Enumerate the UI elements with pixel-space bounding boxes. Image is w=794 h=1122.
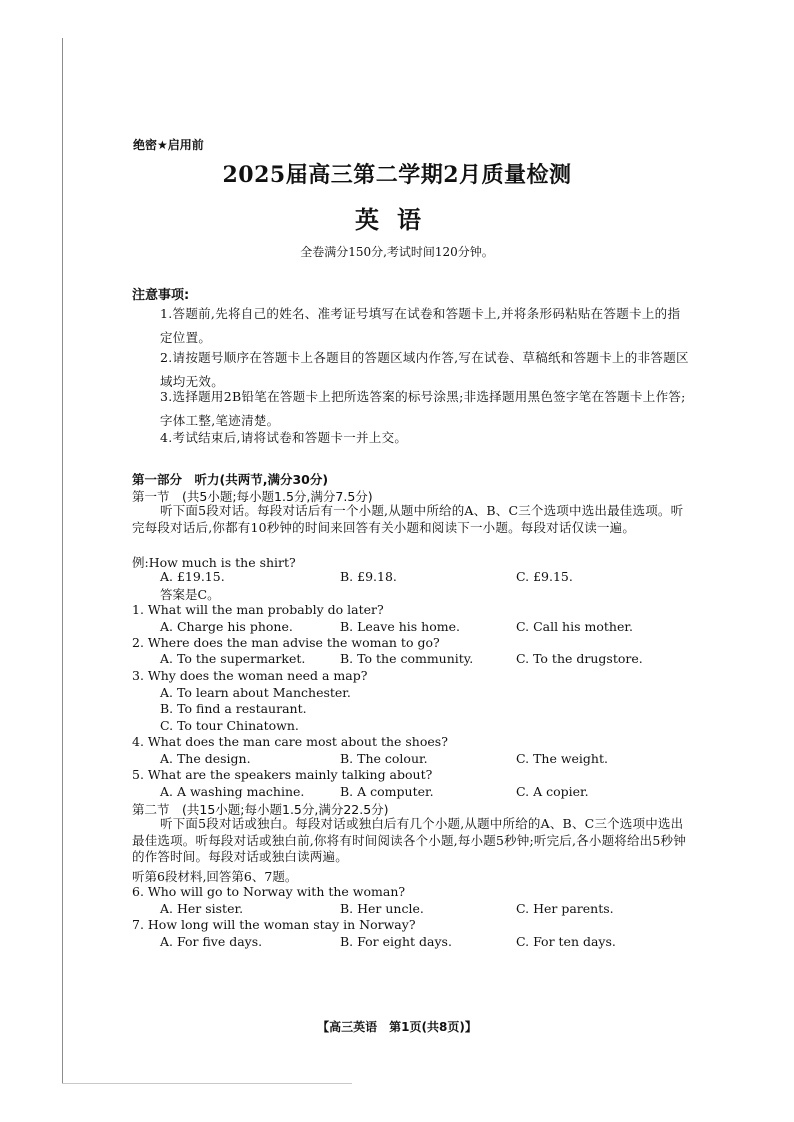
question-4-option-a[interactable]: A. The design.	[160, 751, 251, 766]
question-6-option-b[interactable]: B. Her uncle.	[340, 901, 424, 916]
material-6-label: 听第6段材料,回答第6、7题。	[132, 869, 298, 884]
question-1: 1. What will the man probably do later?	[132, 602, 384, 617]
question-5-option-c[interactable]: C. A copier.	[516, 784, 589, 799]
note-item: 3.选择题用2B铅笔在答题卡上把所选答案的标号涂黑;非选择题用黑色签字笔在答题卡上作答;字体工整,笔迹清楚。	[160, 389, 686, 428]
exam-title: 2025届高三第二学期2月质量检测	[222, 162, 572, 188]
page-footer: 【高三英语 第1页(共8页)】	[317, 1020, 477, 1034]
question-7-option-a[interactable]: A. For five days.	[160, 934, 263, 949]
question-2: 2. Where does the man advise the woman to go?	[132, 635, 440, 650]
section-one-instructions: 听下面5段对话。每段对话后有一个小题,从题中所给的A、B、C三个选项中选出最佳选项。听完每段对话后,你都有10秒钟的时间来回答有关小题和阅读下一小题。每段对话仅读一遍。	[132, 503, 684, 535]
question-2-option-c[interactable]: C. To the drugstore.	[516, 651, 643, 666]
question-3-option-b[interactable]: B. To find a restaurant.	[160, 701, 307, 716]
example-option-c: C. £9.15.	[516, 569, 573, 584]
question-4: 4. What does the man care most about the shoes?	[132, 734, 448, 749]
question-3-option-c[interactable]: C. To tour Chinatown.	[160, 718, 299, 733]
example-question: 例:How much is the shirt?	[132, 555, 296, 570]
question-6-option-c[interactable]: C. Her parents.	[516, 901, 614, 916]
note-item: 4.考试结束后,请将试卷和答题卡一并上交。	[160, 430, 408, 445]
example-option-b: B. £9.18.	[340, 569, 397, 584]
question-4-option-c[interactable]: C. The weight.	[516, 751, 608, 766]
section-two-instructions: 听下面5段对话或独白。每段对话或独白后有几个小题,从题中所给的A、B、C三个选项中选出最佳选项。听每段对话或独白前,你将有时间阅读各个小题,每小题5秒钟;听完后,各小题将给出5秒钟的作答时间。每段对话或独白读两遍。	[132, 816, 686, 864]
question-5: 5. What are the speakers mainly talking about?	[132, 767, 433, 782]
question-2-option-a[interactable]: A. To the supermarket.	[160, 651, 306, 666]
question-7-option-b[interactable]: B. For eight days.	[340, 934, 452, 949]
question-1-option-a[interactable]: A. Charge his phone.	[160, 619, 293, 634]
example-option-a: A. £19.15.	[160, 569, 225, 584]
part-one-title: 第一部分 听力(共两节,满分30分)	[132, 472, 329, 487]
section-one-title: 第一节 (共5小题;每小题1.5分,满分7.5分)	[132, 489, 373, 504]
question-3-option-a[interactable]: A. To learn about Manchester.	[160, 685, 351, 700]
example-answer: 答案是C。	[160, 587, 220, 602]
question-7-option-c[interactable]: C. For ten days.	[516, 934, 616, 949]
question-6: 6. Who will go to Norway with the woman?	[132, 884, 406, 899]
subject-title: 英语	[355, 206, 439, 234]
note-item: 2.请按题号顺序在答题卡上各题目的答题区域内作答,写在试卷、草稿纸和答题卡上的非答题区域均无效。	[160, 350, 689, 389]
question-1-option-b[interactable]: B. Leave his home.	[340, 619, 460, 634]
question-3: 3. Why does the woman need a map?	[132, 668, 368, 683]
question-5-option-a[interactable]: A. A washing machine.	[160, 784, 305, 799]
question-6-option-a[interactable]: A. Her sister.	[160, 901, 244, 916]
confidential-label: 绝密★启用前	[133, 138, 204, 152]
score-time-line: 全卷满分150分,考试时间120分钟。	[300, 245, 494, 259]
note-item: 1.答题前,先将自己的姓名、准考证号填写在试卷和答题卡上,并将条形码粘贴在答题卡上的指定位置。	[160, 306, 681, 345]
question-2-option-b[interactable]: B. To the community.	[340, 651, 474, 666]
question-4-option-b[interactable]: B. The colour.	[340, 751, 428, 766]
question-1-option-c[interactable]: C. Call his mother.	[516, 619, 633, 634]
notes-heading: 注意事项:	[132, 288, 190, 303]
question-5-option-b[interactable]: B. A computer.	[340, 784, 434, 799]
section-two-title: 第二节 (共15小题;每小题1.5分,满分22.5分)	[132, 802, 389, 817]
question-7: 7. How long will the woman stay in Norway?	[132, 917, 416, 932]
